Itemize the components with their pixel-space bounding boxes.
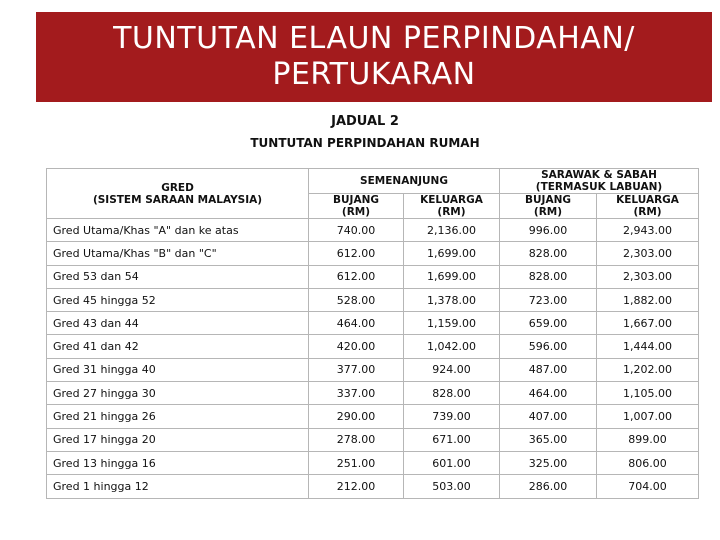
grade-cell: Gred 31 hingga 40 [47,358,309,381]
region-header-semenanjung [309,169,500,194]
amount-cell: 212.00 [309,475,404,498]
sub-header-line-1: BUJANG [525,194,571,206]
sub-header-keluarga [597,194,699,219]
table-row [47,242,699,265]
amount-cell: 365.00 [500,428,597,451]
amount-cell: 464.00 [309,312,404,335]
grade-cell: Gred 21 hingga 26 [47,405,309,428]
amount-cell: 806.00 [597,451,699,474]
amount-cell: 828.00 [500,242,597,265]
table-row [47,475,699,498]
sub-header-line-2: (RM) [341,206,371,218]
table-row [47,451,699,474]
amount-cell: 1,378.00 [404,288,500,311]
slide-title-line-1: TUNTUTAN ELAUN PERPINDAHAN/ [113,21,635,56]
amount-cell: 278.00 [309,428,404,451]
grade-cell: Gred 13 hingga 16 [47,451,309,474]
grade-cell: Gred 45 hingga 52 [47,288,309,311]
amount-cell: 828.00 [404,382,500,405]
amount-cell: 2,303.00 [597,265,699,288]
amount-cell: 377.00 [309,358,404,381]
sub-header-bujang [309,194,404,219]
table-row [47,382,699,405]
amount-cell: 1,699.00 [404,242,500,265]
grade-cell: Gred Utama/Khas "B" dan "C" [47,242,309,265]
amount-cell: 503.00 [404,475,500,498]
amount-cell: 528.00 [309,288,404,311]
amount-cell: 612.00 [309,265,404,288]
region-header-line-2: (TERMASUK LABUAN) [535,181,663,193]
amount-cell: 2,303.00 [597,242,699,265]
amount-cell: 1,007.00 [597,405,699,428]
amount-cell: 286.00 [500,475,597,498]
table-body [47,219,699,499]
amount-cell: 739.00 [404,405,500,428]
amount-cell: 740.00 [309,219,404,242]
amount-cell: 1,042.00 [404,335,500,358]
amount-cell: 1,699.00 [404,265,500,288]
region-header-sarawak-sabah [500,169,699,194]
table-row [47,405,699,428]
grade-cell: Gred 17 hingga 20 [47,428,309,451]
amount-cell: 659.00 [500,312,597,335]
amount-cell: 612.00 [309,242,404,265]
amount-cell: 1,882.00 [597,288,699,311]
table-row [47,219,699,242]
sub-header-line-1: BUJANG [333,194,379,206]
table-header [47,169,699,219]
grade-cell: Gred 53 dan 54 [47,265,309,288]
amount-cell: 407.00 [500,405,597,428]
table-subtitle: TUNTUTAN PERPINDAHAN RUMAH [250,136,480,150]
table-row [47,358,699,381]
table-row [47,265,699,288]
amount-cell: 1,105.00 [597,382,699,405]
sub-header-keluarga [404,194,500,219]
sub-header-line-2: (RM) [437,206,466,218]
amount-cell: 325.00 [500,451,597,474]
amount-cell: 704.00 [597,475,699,498]
amount-cell: 420.00 [309,335,404,358]
amount-cell: 337.00 [309,382,404,405]
table-row [47,428,699,451]
sub-header-line-2: (RM) [633,206,662,218]
amount-cell: 251.00 [309,451,404,474]
amount-cell: 2,943.00 [597,219,699,242]
table-row [47,312,699,335]
relocation-claims-table [46,168,699,499]
grade-column-header [47,169,309,219]
amount-cell: 723.00 [500,288,597,311]
sub-header-line-1: KELUARGA [420,194,483,206]
slide-title-line-2: PERTUKARAN [272,57,476,92]
grade-cell: Gred 43 dan 44 [47,312,309,335]
amount-cell: 464.00 [500,382,597,405]
amount-cell: 1,667.00 [597,312,699,335]
table-row [47,335,699,358]
region-header-line-1: SEMENANJUNG [360,175,448,187]
region-header-line-1: SARAWAK & SABAH [541,169,657,181]
grade-cell: Gred 27 hingga 30 [47,382,309,405]
grade-cell: Gred 1 hingga 12 [47,475,309,498]
amount-cell: 2,136.00 [404,219,500,242]
amount-cell: 1,444.00 [597,335,699,358]
amount-cell: 487.00 [500,358,597,381]
table-row [47,288,699,311]
amount-cell: 899.00 [597,428,699,451]
amount-cell: 671.00 [404,428,500,451]
amount-cell: 601.00 [404,451,500,474]
amount-cell: 1,202.00 [597,358,699,381]
amount-cell: 596.00 [500,335,597,358]
grade-cell: Gred Utama/Khas "A" dan ke atas [47,219,309,242]
sub-header-bujang [500,194,597,219]
amount-cell: 996.00 [500,219,597,242]
amount-cell: 924.00 [404,358,500,381]
sub-header-line-1: KELUARGA [616,194,679,206]
grade-cell: Gred 41 dan 42 [47,335,309,358]
amount-cell: 290.00 [309,405,404,428]
title-banner [36,12,712,102]
grade-header-line-1: GRED [161,181,194,194]
table-label: JADUAL 2 [331,114,399,129]
grade-header-line-2: (SISTEM SARAAN MALAYSIA) [92,193,263,206]
sub-header-line-2: (RM) [533,206,563,218]
amount-cell: 828.00 [500,265,597,288]
amount-cell: 1,159.00 [404,312,500,335]
